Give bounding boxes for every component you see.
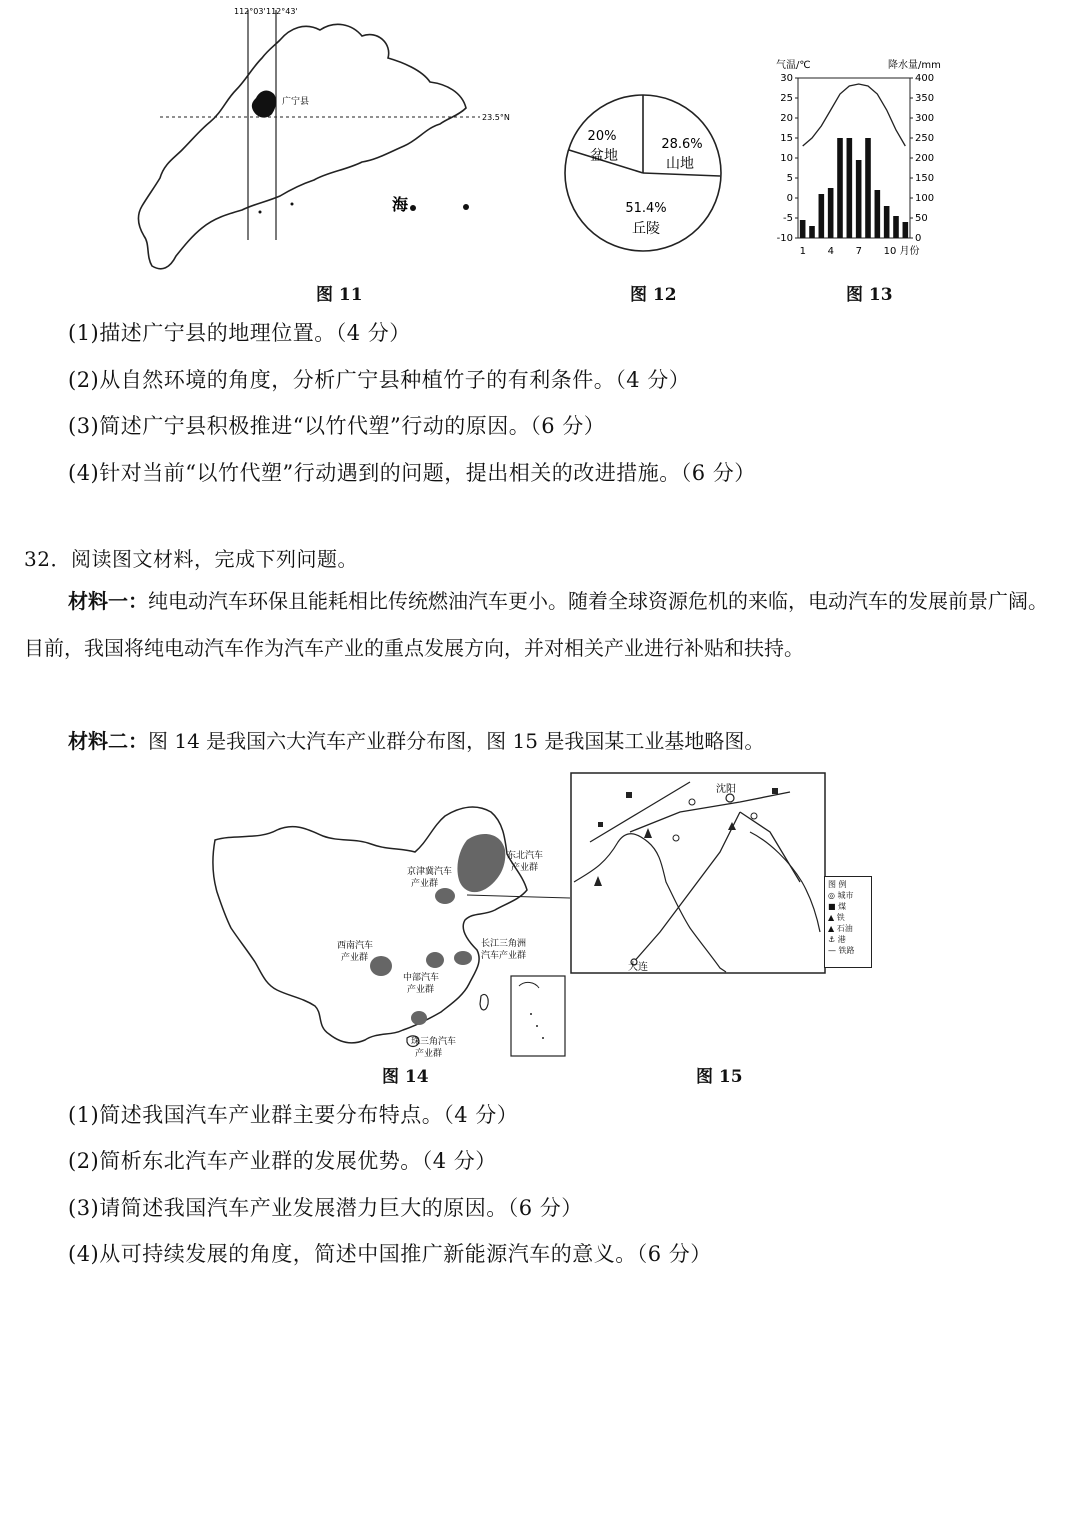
inset-islands xyxy=(530,1013,532,1015)
material-1-label: 材料一： xyxy=(68,589,148,613)
lon-right-label: 112°43' xyxy=(266,7,298,16)
legend-item-city: ◎ 城市 xyxy=(828,891,854,900)
precip-bar xyxy=(809,226,815,238)
south-china-sea-inset xyxy=(511,976,565,1056)
county-label: 广宁县 xyxy=(282,97,310,107)
figure-12-pie xyxy=(560,88,730,258)
slice-pct-hills: 51.4% xyxy=(625,201,667,216)
right-tick-label: 200 xyxy=(915,153,935,164)
precip-bar xyxy=(847,138,853,238)
figure-14-caption: 图 14 xyxy=(382,1067,429,1087)
material-2-text: 图 14 是我国六大汽车产业群分布图，图 15 是我国某工业基地略图。 xyxy=(148,729,765,753)
figure-11-map xyxy=(130,0,520,280)
label-zhusanjiao-1: 珠三角汽车 xyxy=(411,1037,457,1047)
left-tick-label: 10 xyxy=(780,153,793,164)
label-jingjinji-2: 产业群 xyxy=(411,879,439,889)
material-2 xyxy=(24,718,1064,765)
label-zhongbu-1: 中部汽车 xyxy=(403,973,440,983)
right-tick-label: 350 xyxy=(915,93,935,104)
cluster-changjiang xyxy=(454,951,472,965)
left-tick-label: 25 xyxy=(780,93,793,104)
precip-bar xyxy=(893,216,899,238)
q31-item-2: (2)从自然环境的角度，分析广宁县种植竹子的有利条件。（4 分） xyxy=(68,368,691,392)
figure-15-industrial-base xyxy=(570,772,826,974)
city-dalian-label: 大连 xyxy=(628,962,648,973)
right-tick-label: 50 xyxy=(915,213,928,224)
slice-name-hills: 丘陵 xyxy=(632,221,660,237)
legend-item-port: ⚓ 港 xyxy=(828,935,846,944)
x-tick-label: 7 xyxy=(855,246,863,257)
legend-item-iron: ▲ 铁 xyxy=(828,913,845,922)
left-tick-label: 20 xyxy=(780,113,793,124)
lon-left-label: 112°03' xyxy=(234,7,266,16)
q32-heading: 32．阅读图文材料，完成下列问题。 xyxy=(24,547,358,571)
left-tick-label: 5 xyxy=(786,173,793,184)
cluster-zhongbu xyxy=(426,952,444,968)
figure-12-caption: 图 12 xyxy=(630,285,677,305)
map-frame xyxy=(571,773,825,973)
city-marker xyxy=(689,799,695,805)
q31-item-3: (3)简述广宁县积极推进“以竹代塑”行动的原因。（6 分） xyxy=(68,414,606,438)
label-xinan-1: 西南汽车 xyxy=(337,941,374,951)
right-tick-label: 150 xyxy=(915,173,935,184)
figure-15-caption: 图 15 xyxy=(696,1067,743,1087)
q31-item-1: (1)描述广宁县的地理位置。（4 分） xyxy=(68,321,411,345)
right-tick-label: 400 xyxy=(915,73,935,84)
coal-marker xyxy=(626,792,632,798)
plot-frame xyxy=(798,78,910,238)
q32-item-1: (1)简述我国汽车产业群主要分布特点。（4 分） xyxy=(68,1103,519,1127)
figure-15-legend xyxy=(824,876,872,968)
q32-item-4: (4)从可持续发展的角度，简述中国推广新能源汽车的意义。（6 分） xyxy=(68,1242,712,1266)
left-tick-label: -5 xyxy=(783,213,793,224)
precip-bar xyxy=(865,138,871,238)
slice-name-mountain: 山地 xyxy=(666,156,694,172)
x-tick-label: 10 月份 xyxy=(883,246,920,257)
label-changjiang-2: 汽车产业群 xyxy=(481,951,527,961)
legend-title: 图 例 xyxy=(828,880,847,889)
lat-label: 23.5°N xyxy=(482,113,510,122)
figure-14-china-map xyxy=(205,800,575,1060)
cluster-xinan xyxy=(370,956,392,976)
city-marker xyxy=(751,813,757,819)
label-dongbei-2: 产业群 xyxy=(511,863,539,873)
left-tick-label: 15 xyxy=(780,133,793,144)
sea-label: 海 xyxy=(392,195,409,214)
guangning-county xyxy=(252,91,276,118)
legend-item-coal: ■ 煤 xyxy=(828,902,847,911)
x-tick-label: 4 xyxy=(827,246,835,257)
right-axis-label: 降水量/mm xyxy=(888,60,941,71)
precip-bar xyxy=(828,188,834,238)
island-dot xyxy=(463,204,469,210)
inset-islands xyxy=(536,1025,538,1027)
left-tick-label: -10 xyxy=(776,233,793,244)
cluster-dongbei xyxy=(457,834,505,892)
taiwan-island xyxy=(480,994,488,1010)
slice-pct-basin: 20% xyxy=(587,129,617,144)
cluster-zhusanjiao xyxy=(411,1011,427,1025)
x-tick-label: 1 xyxy=(799,246,807,257)
right-tick-label: 0 xyxy=(915,233,922,244)
precip-bar xyxy=(856,160,862,238)
right-tick-label: 300 xyxy=(915,113,935,124)
precip-bar xyxy=(837,138,843,238)
label-dongbei-1: 东北汽车 xyxy=(507,851,544,861)
figure-13-caption: 图 13 xyxy=(846,285,893,305)
precip-bar xyxy=(819,194,825,238)
slice-pct-mountain: 28.6% xyxy=(661,137,703,152)
inset-islands xyxy=(542,1037,544,1039)
island-dot xyxy=(291,203,294,206)
label-jingjinji-1: 京津冀汽车 xyxy=(407,867,453,877)
label-xinan-2: 产业群 xyxy=(341,953,369,963)
temperature-curve xyxy=(803,84,906,146)
material-1-text: 纯电动汽车环保且能耗相比传统燃油汽车更小。随着全球资源危机的来临，电动汽车的发展前景广阔。目前，我国将纯电动汽车作为汽车产业的重点发展方向，并对相关产业进行补贴和扶持。 xyxy=(24,589,1048,660)
precip-bar xyxy=(875,190,881,238)
label-changjiang-1: 长江三角洲 xyxy=(481,939,527,949)
city-shenyang-label: 沈阳 xyxy=(716,784,736,795)
island-dot xyxy=(259,211,262,214)
left-axis-label: 气温/℃ xyxy=(776,60,811,71)
island-dot xyxy=(410,205,416,211)
guangdong-outline xyxy=(138,24,466,268)
pie-divider-right xyxy=(643,173,720,176)
material-1 xyxy=(24,578,1064,672)
left-tick-label: 0 xyxy=(786,193,793,204)
coal-marker xyxy=(598,822,603,827)
coal-marker xyxy=(772,788,778,794)
material-2-label: 材料二： xyxy=(68,729,148,753)
q32-item-3: (3)请简述我国汽车产业发展潜力巨大的原因。（6 分） xyxy=(68,1196,583,1220)
legend-item-railway: — 铁路 xyxy=(828,946,855,955)
right-tick-label: 250 xyxy=(915,133,935,144)
slice-name-basin: 盆地 xyxy=(590,148,618,164)
precip-bar xyxy=(903,222,909,238)
cluster-jingjinji xyxy=(435,888,455,904)
precip-bar xyxy=(800,220,806,238)
left-tick-label: 30 xyxy=(780,73,793,84)
q31-item-4: (4)针对当前“以竹代塑”行动遇到的问题，提出相关的改进措施。（6 分） xyxy=(68,461,756,485)
figure-11-caption: 图 11 xyxy=(316,285,363,305)
q32-item-2: (2)简析东北汽车产业群的发展优势。（4 分） xyxy=(68,1149,497,1173)
label-zhongbu-2: 产业群 xyxy=(407,985,435,995)
precip-bar xyxy=(884,206,890,238)
legend-item-oil: ▲ 石油 xyxy=(828,924,853,933)
right-tick-label: 100 xyxy=(915,193,935,204)
city-marker xyxy=(673,835,679,841)
city-shenyang-marker xyxy=(726,794,734,802)
label-zhusanjiao-2: 产业群 xyxy=(415,1049,443,1059)
figure-13-climate-chart xyxy=(760,52,950,264)
